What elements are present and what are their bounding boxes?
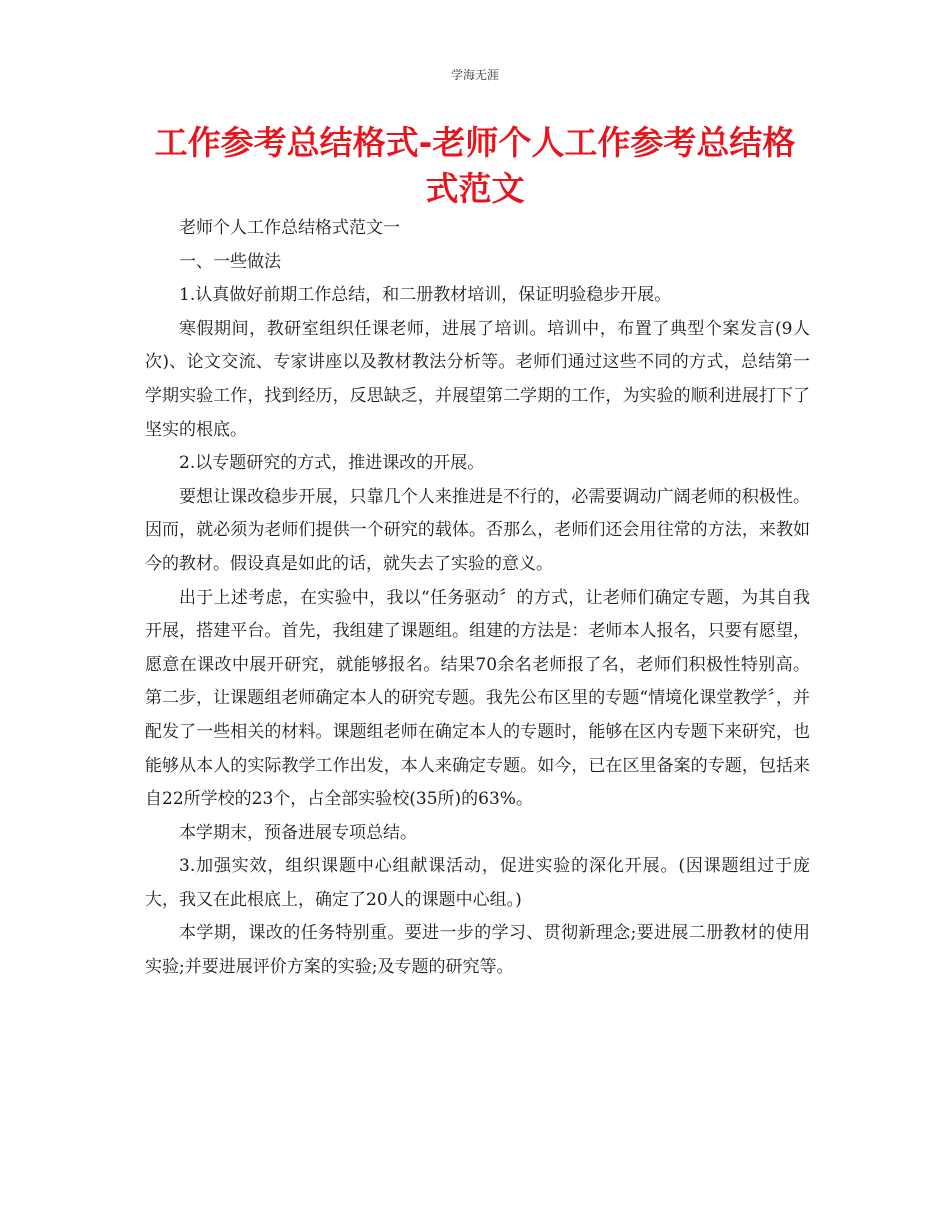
paragraph: 一、一些做法	[179, 251, 281, 272]
paragraph: 本学期，课改的任务特别重。要进一步的学习、贯彻新理念;要进展二册教材的使用实验;并要进展评价方案的实验;及专题的研究等。	[145, 923, 810, 978]
paragraph: 老师个人工作总结格式范文一	[179, 218, 400, 238]
paragraph: 3.加强实效，组织课题中心组献课活动，促进实验的深化开展。(因课题组过于庞大，我又在此根底上，确定了20人的课题中心组。)	[145, 856, 810, 910]
paragraph: 出于上述考虑，在实验中，我以“任务驱动〞的方式，让老师们确定专题，为其自我开展，搭建平台。首先，我组建了课题组。组建的方法是：老师本人报名，只要有愿望，愿意在课改中展开研究，就能够报名。结果70余名老师报了名，老师们积极性特别高。第二步，让课题组老师确定本人的研究专题。我先公布区里的专题“情境化课堂教学〞，并配发了一些相关的材料。课题组老师在确定本人的专题时，能够在区内专题下来研究，也能够从本人的实际教学工作出发，本人来确定专题。如今，已在区里备案的专题，包括来自22所学校的23个，占全部实验校(35所)的63%。	[145, 587, 810, 810]
paragraph: 1.认真做好前期工作总结，和二册教材培训，保证明验稳步开展。	[179, 285, 672, 306]
paragraph: 要想让课改稳步开展，只靠几个人来推进是不行的，必需要调动广阔老师的积极性。因而，就必须为老师们提供一个研究的载体。否那么，老师们还会用往常的方法，来教如今的教材。假设真是如此的话，就失去了实验的意义。	[145, 486, 810, 574]
page-header: 学海无涯	[450, 68, 499, 82]
paragraph: 2.以专题研究的方式，推进课改的开展。	[179, 453, 485, 474]
paragraph: 本学期末，预备进展专项总结。	[179, 822, 417, 843]
document-body	[145, 212, 810, 985]
paragraph: 寒假期间，教研室组织任课老师，进展了培训。培训中，布置了典型个案发言(9人次)、论文交流、专家讲座以及教材教法分析等。老师们通过这些不同的方式，总结第一学期实验工作，找到经历，反思缺乏，并展望第二学期的工作，为实验的顺利进展打下了坚实的根底。	[145, 318, 810, 440]
document-title: 工作参考总结格式-老师个人工作参考总结格式范文	[154, 123, 796, 208]
